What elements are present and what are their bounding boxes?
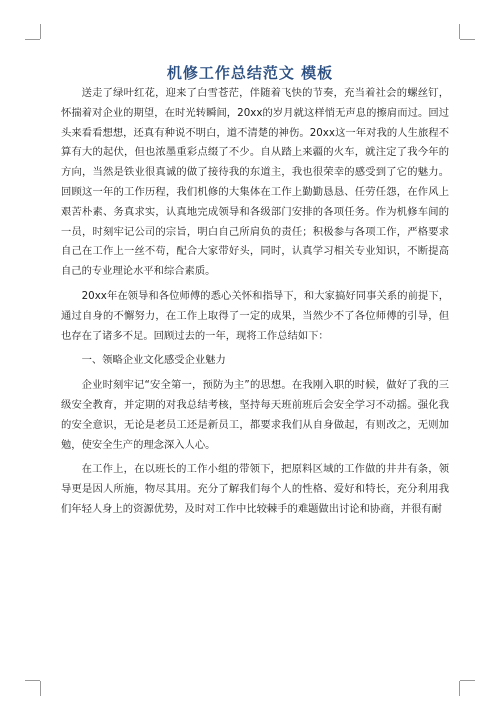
document-title: 机修工作总结范文 模板 [166, 64, 334, 82]
section-heading: 一、领略企业文化感受企业魅力 [81, 354, 226, 367]
crop-mark-top-left [40, 24, 41, 39]
document-body [61, 84, 449, 525]
paragraph: 20xx年在领导和各位师傅的悉心关怀和指导下，和大家搞好同事关系的前提下，通过自身的不懈努力，在工作上取得了一定的成果，当然少不了各位师傅的引导，但也存在了诸多不足。回顾过去的一年，现将工作总结如下： [61, 289, 449, 342]
paragraph: 在工作上，在以班长的工作小组的带领下，把原料区域的工作做的井井有条，领导更是因人所施，物尽其用。充分了解我们每个人的性格、爱好和特长，充分利用我们年轻人身上的资源优势，及时对工作中比较棘手的难题做出讨论和协商，并很有耐 [61, 463, 449, 515]
crop-mark-bottom-left [25, 680, 40, 681]
crop-mark-bottom-left [40, 681, 41, 696]
crop-mark-top-right [460, 39, 475, 40]
paragraph: 企业时刻牢记“安全第一，预防为主”的思想。在我刚入职的时候，做好了我的三级安全教育，并定期的对我总结考核，坚持每天班前班后会安全学习不动摇。强化我的安全意识，无论是老员工还是新员工，都要求我们从自身做起，有则改之，无则加勉，使安全生产的理念深入人心。 [61, 379, 449, 451]
crop-mark-bottom-right [459, 681, 460, 696]
paragraph: 送走了绿叶红花，迎来了白雪苍茫，伴随着飞快的节奏，充当着社会的螺丝钉，怀揣着对企业的期望，在时光转瞬间，20xx的岁月就这样悄无声息的擦肩而过。回过头来看看想想，还真有种说不明白，道不清楚的神伤。20xx这一年对我的人生旅程不算有大的起伏，但也浓墨重彩点缀了不少。自从踏上来疆的火车，就注定了我今年的方向，当然是铁业很真诚的做了接待我的东道主，我也很荣幸的感受到了它的魅力。回顾这一年的工作历程，我们机修的大集体在工作上勤勤恳恳、任劳任怨，在作风上艰苦朴素、务真求实，认真地完成领导和各级部门安排的各项任务。作为机修车间的一员，时刻牢记公司的宗旨，明白自己所肩负的责任；积极参与各项工作，严格要求自己在工作上一丝不苟，配合大家带好头，同时，认真学习相关专业知识，不断提高自己的专业理论水平和综合素质。 [61, 87, 449, 278]
crop-mark-bottom-right [460, 680, 475, 681]
crop-mark-top-left [25, 39, 40, 40]
crop-mark-top-right [459, 24, 460, 39]
